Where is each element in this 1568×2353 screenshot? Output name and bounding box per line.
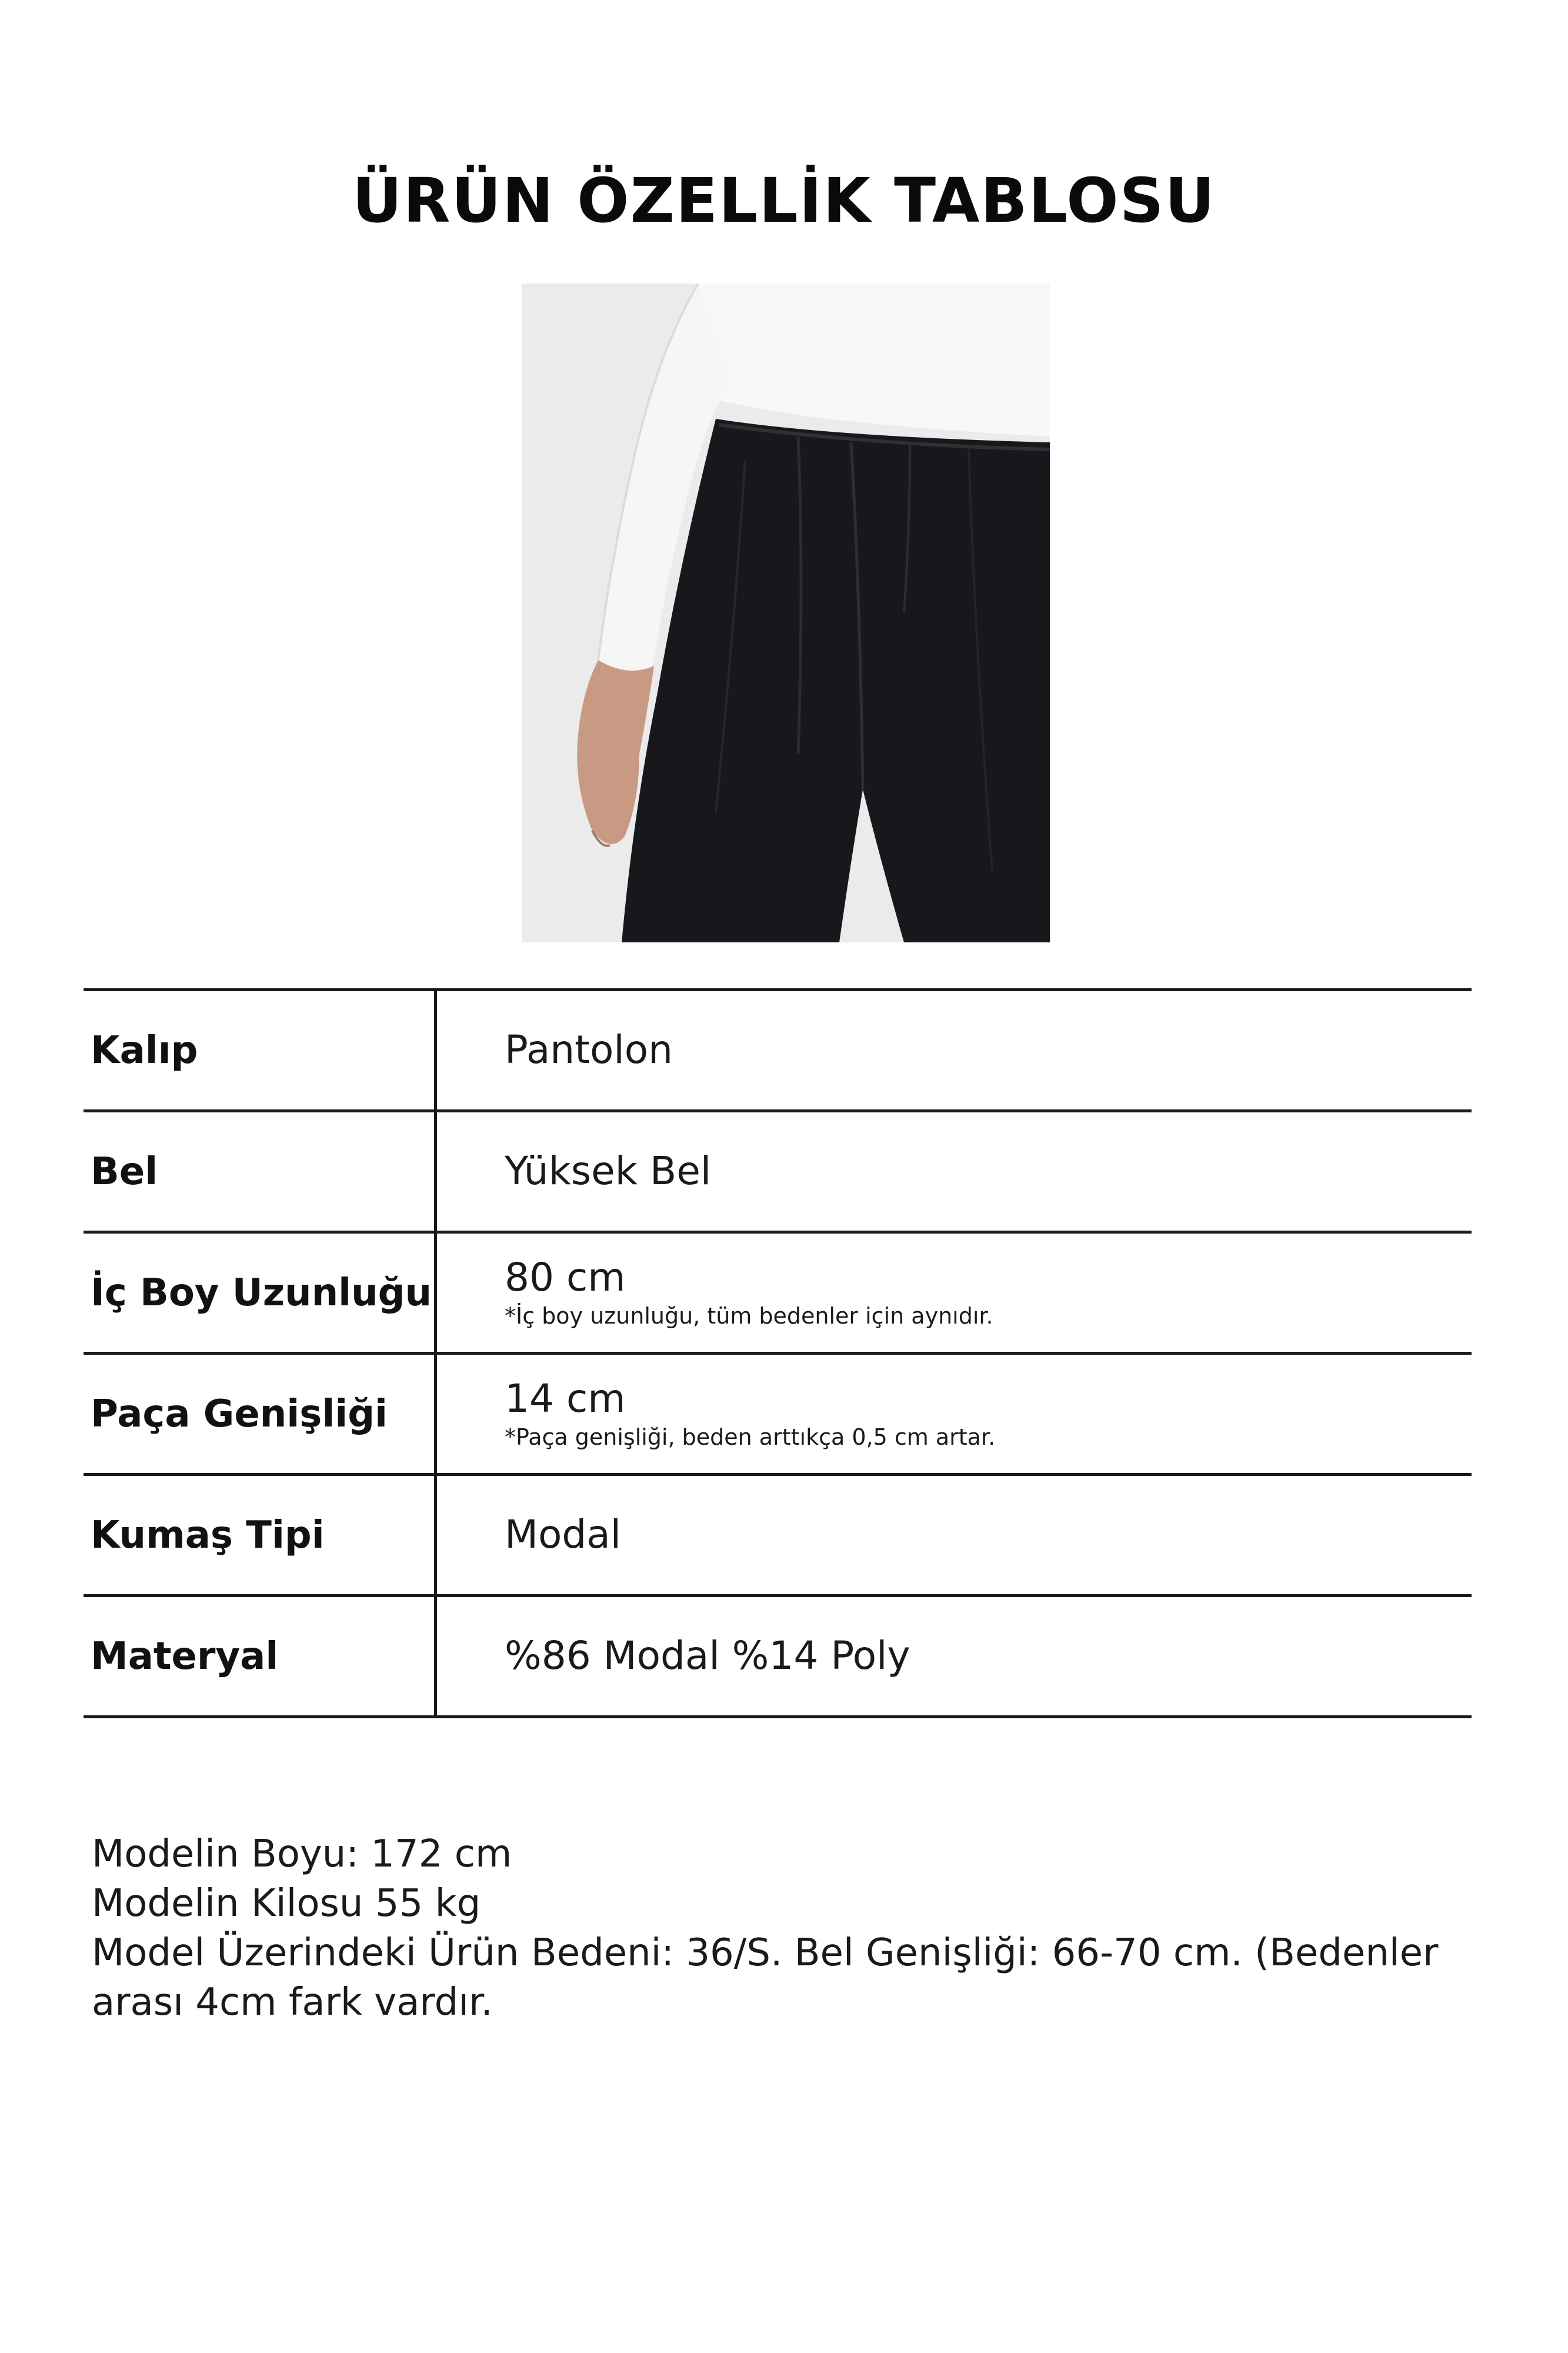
spec-label: Paça Genişliği — [91, 1392, 388, 1436]
spec-row-kalip — [84, 991, 1472, 1112]
spec-value: Yüksek Bel — [505, 1148, 712, 1194]
model-height: Modelin Boyu: 172 cm — [92, 1832, 512, 1876]
spec-value: 80 cm — [505, 1255, 626, 1301]
spec-label: İç Boy Uzunluğu — [91, 1271, 432, 1315]
model-weight: Modelin Kilosu 55 kg — [92, 1882, 481, 1925]
product-photo — [522, 284, 1050, 942]
spec-row-paca — [84, 1355, 1472, 1476]
spec-value: Pantolon — [505, 1027, 673, 1073]
column-divider — [434, 1476, 437, 1594]
model-size-line-2: arası 4cm fark vardır. — [92, 1981, 493, 2024]
model-size-line-1: Model Üzerindeki Ürün Bedeni: 36/S. Bel Genişliği: 66-70 cm. (Bedenler — [92, 1931, 1439, 1975]
spec-table — [84, 988, 1472, 1718]
column-divider — [434, 1355, 437, 1473]
spec-label: Bel — [91, 1149, 158, 1194]
spec-value: Modal — [505, 1512, 621, 1558]
spec-value: 14 cm — [505, 1376, 626, 1422]
spec-row-bel — [84, 1112, 1472, 1234]
spec-value: %86 Modal %14 Poly — [505, 1633, 910, 1679]
spec-label: Materyal — [91, 1634, 279, 1678]
column-divider — [434, 1234, 437, 1352]
spec-label: Kumaş Tipi — [91, 1513, 325, 1557]
spec-row-materyal — [84, 1597, 1472, 1718]
column-divider — [434, 1112, 437, 1231]
spec-label: Kalıp — [91, 1028, 198, 1072]
model-info — [92, 1829, 1444, 2027]
product-photo-illustration — [522, 284, 1050, 942]
spec-row-ic-boy — [84, 1234, 1472, 1355]
spec-note: *Paça genişliği, beden arttıkça 0,5 cm artar. — [505, 1424, 996, 1450]
column-divider — [434, 991, 437, 1109]
column-divider — [434, 1597, 437, 1715]
spec-row-kumas — [84, 1476, 1472, 1597]
page-title: ÜRÜN ÖZELLİK TABLOSU — [352, 165, 1216, 236]
spec-note: *İç boy uzunluğu, tüm bedenler için aynıdır. — [505, 1302, 993, 1329]
